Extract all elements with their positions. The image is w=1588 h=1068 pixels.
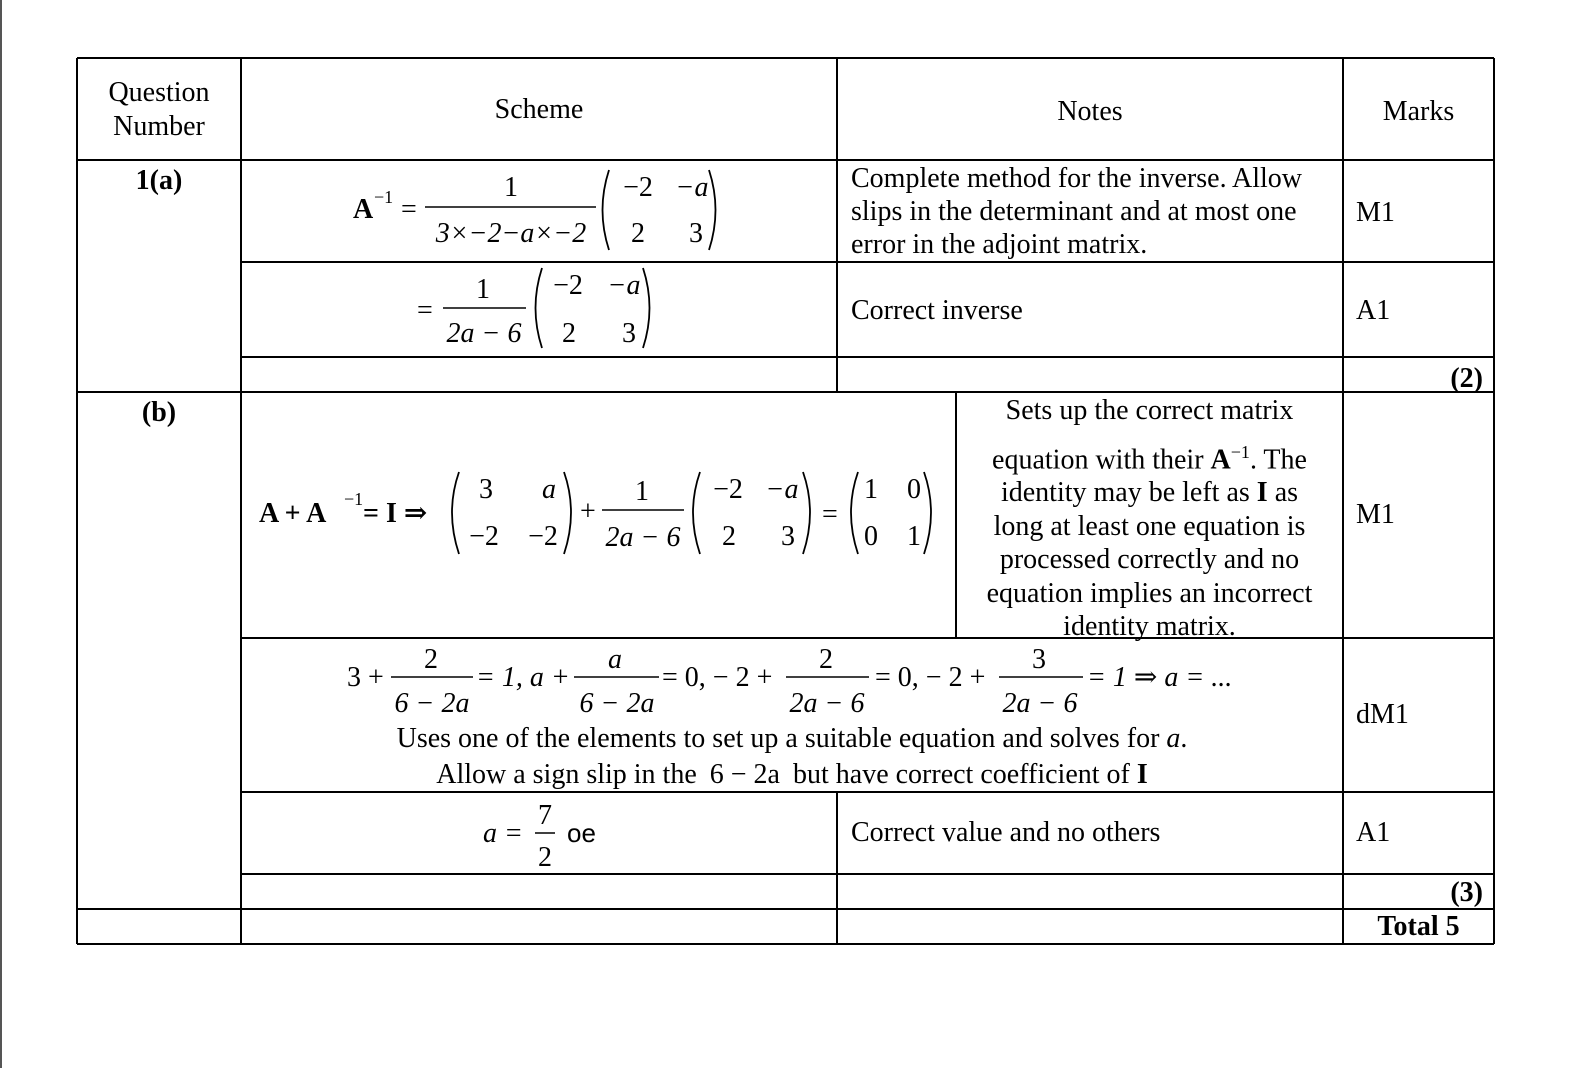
notes-text: . (1180, 723, 1188, 754)
fraction-numerator: 2 (819, 644, 833, 675)
fraction-denominator: 2a − 6 (1002, 688, 1078, 718)
equals-sign: = (417, 295, 433, 326)
equation-text: = 0, − 2 + (875, 662, 986, 693)
equation-text: = 0, − 2 + (662, 662, 773, 693)
matrix-entry: 3 (479, 474, 493, 505)
notes-line (956, 436, 1343, 477)
subtotal-1a: (2) (1450, 363, 1483, 394)
matrix-entry: 0 (864, 521, 878, 552)
matrix-entry: 2 (562, 318, 576, 349)
notes-1b-correct-value: Correct value and no others (851, 817, 1161, 848)
fraction-numerator: 1 (476, 274, 490, 305)
plus-sign: + (580, 496, 596, 527)
notes-text: Allow a sign slip in the (436, 759, 697, 790)
notes-identity-i: I (1256, 477, 1268, 509)
equals-sign: = (401, 194, 417, 225)
notes-line (956, 476, 1343, 510)
equation-text: = 1, a + (476, 662, 570, 693)
fraction-numerator: 2 (424, 644, 438, 675)
notes-variable-a: a (1166, 723, 1181, 754)
notes-matrix-a: A (1210, 443, 1231, 475)
oe-label: oe (567, 818, 596, 848)
mark-1b-m1: M1 (1356, 499, 1395, 530)
scheme-1b-matrix-equation (241, 392, 956, 638)
fraction-denominator: 6 − 2a (579, 688, 655, 718)
matrix-entry: −a (675, 172, 709, 203)
matrix-entry: 2 (631, 218, 645, 249)
notes-1b-matrix-equation (956, 394, 1343, 644)
fraction-numerator: a (608, 644, 622, 675)
notes-text: Uses one of the elements to set up a suitable equation and solves for (396, 723, 1160, 754)
notes-line: processed correctly and no (999, 544, 1300, 576)
total-marks: Total 5 (1377, 911, 1460, 942)
mark-1b-dm1: dM1 (1356, 699, 1409, 730)
header-marks: Marks (1382, 96, 1455, 127)
matrix-entry: 3 (622, 318, 636, 349)
matrix-entry: 2 (722, 521, 736, 552)
notes-1b-element-equations (241, 721, 1343, 793)
header-number-label: Number (113, 110, 205, 142)
mark-1b-a1: A1 (1356, 817, 1391, 848)
subtotal-1b: (3) (1450, 877, 1483, 908)
notes-text: identity may be left as (1000, 477, 1250, 509)
scheme-1a-inverse-method (241, 160, 837, 262)
fraction-numerator: 1 (504, 172, 518, 203)
question-label-1b: (b) (141, 397, 177, 428)
notes-line: equation implies an incorrect (986, 577, 1313, 609)
notes-text: equation with their (992, 443, 1204, 475)
matrix-entry: −a (765, 474, 799, 505)
fraction-denominator: 3×−2−a×−2 (435, 218, 587, 249)
notes-line: identity matrix. (1063, 611, 1236, 643)
equation-text: = 1 ⇒ a = ... (1087, 662, 1233, 693)
matrix-entry: 0 (907, 474, 921, 505)
fraction-denominator: 2a − 6 (789, 688, 865, 718)
header-question-number (77, 76, 241, 143)
notes-line (241, 721, 1343, 757)
notes-expression: 6 − 2a (709, 759, 780, 790)
scheme-1b-value-of-a (241, 792, 837, 874)
fraction-numerator: 1 (635, 476, 649, 507)
notes-line: Sets up the correct matrix (1005, 395, 1294, 426)
equals-sign: = (822, 499, 838, 530)
matrix-entry: −2 (553, 270, 583, 301)
fraction-numerator: 7 (538, 800, 552, 831)
notes-identity-i: I (1136, 759, 1148, 790)
header-notes: Notes (1057, 96, 1123, 127)
fraction-denominator: 2a − 6 (605, 522, 681, 553)
inverse-superscript: −1 (344, 489, 364, 509)
notes-line (241, 757, 1343, 793)
scheme-1a-correct-inverse (241, 262, 837, 357)
header-scheme: Scheme (494, 94, 584, 125)
matrix-entry: 3 (689, 218, 703, 249)
notes-1a-method: Complete method for the inverse. Allow slips in the determinant and at most one error in the adjoint matrix. (851, 163, 1303, 260)
mark-1a-a1: A1 (1356, 295, 1391, 326)
mark-1a-m1: M1 (1356, 197, 1395, 228)
equals-identity-implies: = I ⇒ (363, 498, 428, 529)
scheme-1b-element-equations (241, 638, 1343, 718)
equation-text: 3 + (347, 662, 384, 693)
matrix-entry: 1 (907, 521, 921, 552)
inverse-superscript: −1 (374, 187, 394, 207)
matrix-entry: 1 (864, 474, 878, 505)
notes-1a-correct-inverse: Correct inverse (851, 295, 1023, 326)
matrix-entry: −a (607, 270, 641, 301)
notes-superscript: −1 (1230, 441, 1250, 462)
notes-line: long at least one equation is (993, 510, 1306, 542)
a-plus-a-inverse: A + A (259, 498, 327, 529)
fraction-denominator: 2a − 6 (446, 318, 522, 349)
matrix-a-symbol: A (353, 194, 374, 225)
notes-text: but have correct coefficient of (792, 759, 1130, 790)
matrix-entry: −2 (623, 172, 653, 203)
notes-text: as (1274, 477, 1299, 509)
matrix-entry: −2 (713, 474, 743, 505)
header-question-label: Question (108, 77, 210, 108)
matrix-entry: −2 (469, 521, 499, 552)
notes-text: . The (1249, 443, 1307, 475)
fraction-denominator: 2 (538, 842, 552, 873)
matrix-entry: 3 (781, 521, 795, 552)
fraction-numerator: 3 (1032, 644, 1046, 675)
fraction-denominator: 6 − 2a (394, 688, 470, 718)
question-label-1a: 1(a) (135, 165, 183, 196)
a-equals: a = (483, 818, 523, 849)
matrix-entry: a (542, 474, 556, 505)
matrix-entry: −2 (528, 521, 558, 552)
